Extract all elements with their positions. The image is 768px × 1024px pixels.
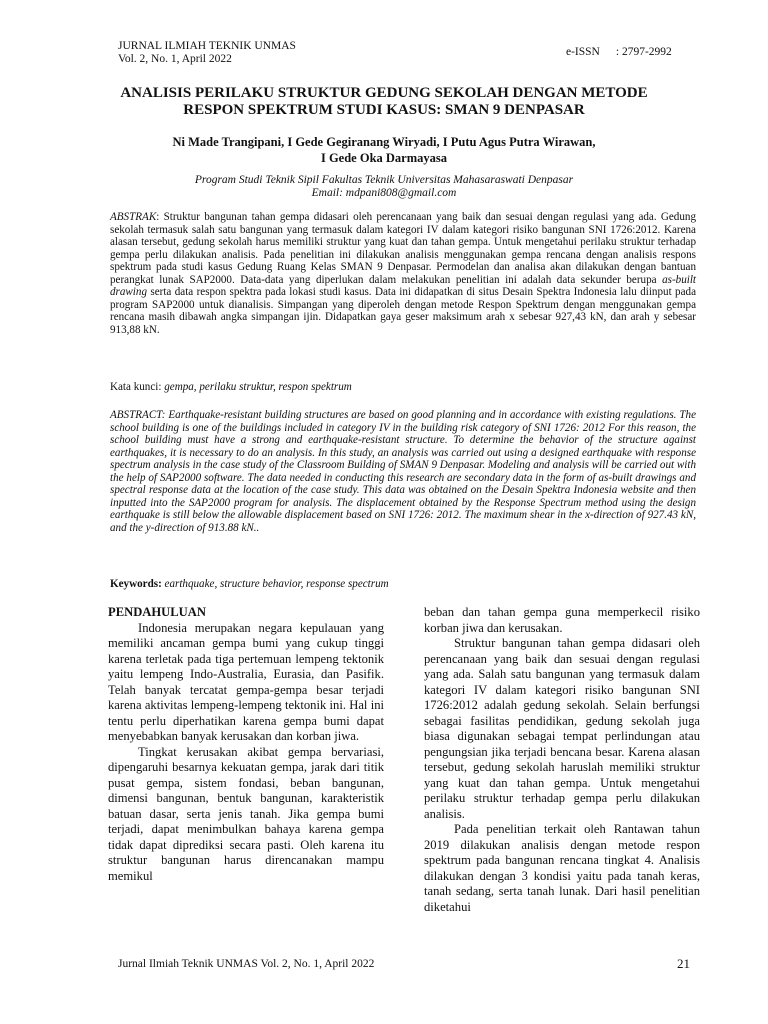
institution: Program Studi Teknik Sipil Fakultas Teknik Universitas Mahasaraswati Denpasar bbox=[194, 174, 574, 186]
authors-line-2: I Gede Oka Darmayasa bbox=[320, 151, 448, 165]
body-paragraph: Struktur bangunan tahan gempa didasari oleh perencanaan yang baik dan sesuai dengan regulasi yang ada. Salah satu bangunan yang termasuk dalam kategori IV dalam kategori risiko bangunan SNI 1726:2012 adalah gedung sekolah. Selain berfungsi sebagai fasilitas pendidikan, gedung sekolah juga biasa digunakan sebagai tempat perlindungan atau pengungsian jika terjadi bencana besar. Karena alasan tersebut, gedung sekolah haruslah memiliki struktur yang kuat dan tahan gempa. Untuk mengetahui perilaku struktur terhadap gempa perlu dilakukan analisis. bbox=[424, 636, 700, 821]
title-line-2: RESPON SPEKTRUM STUDI KASUS: SMAN 9 DENPASAR bbox=[183, 102, 585, 118]
body-column-left bbox=[108, 605, 384, 884]
affiliation bbox=[100, 174, 668, 200]
abstrak-paragraph bbox=[110, 211, 696, 336]
body-paragraph: Indonesia merupakan negara kepulauan yang memiliki ancaman gempa bumi yang cukup tinggi karena terletak pada tiga pertemuan lempeng tektonik yaitu lempeng Indo-Australia, Eurasia, dan Pasifik. Telah banyak tercatat gempa-gempa besar terjadi karena aktivitas lempeng-lempeng tektonik ini. Hal ini tentu perlu diperhatikan karena gempa bumi dapat menyebabkan banyak kerusakan dan korban jiwa. bbox=[108, 620, 384, 743]
issn-value: : 2797-2992 bbox=[615, 46, 672, 58]
paper-title bbox=[100, 85, 668, 119]
abstrak-label: ABSTRAK bbox=[110, 211, 157, 223]
running-footer: Jurnal Ilmiah Teknik UNMAS Vol. 2, No. 1, April 2022 bbox=[118, 958, 375, 970]
journal-volume: Vol. 2, No. 1, April 2022 bbox=[118, 53, 232, 65]
keywords-label: Keywords: bbox=[110, 578, 162, 590]
journal-name: JURNAL ILMIAH TEKNIK UNMAS bbox=[118, 40, 296, 52]
abstrak-text-2: serta data respon spektra pada lokasi studi kasus. Data ini didapatkan di situs Desain Spektra Indonesia lalu diinput pada program SAP2000 untuk dianalisis. Simpangan yang diperoleh dengan metode Respon Spektrum dengan menggunakan gempa rencana masih dibawah angka simpangan ijin. Didapatkan gaya geser maksimum arah x sebesar 927,43 kN, dan arah y sebesar 913,88 kN. bbox=[110, 286, 696, 336]
author-email: Email: mdpani808@gmail.com bbox=[311, 187, 457, 199]
abstract-label: ABSTRACT bbox=[110, 409, 162, 421]
abstract-paragraph bbox=[110, 409, 696, 534]
page-number: 21 bbox=[677, 956, 690, 971]
body-paragraph: beban dan tahan gempa guna memperkecil risiko korban jiwa dan kerusakan. bbox=[424, 605, 700, 635]
kata-kunci-text: gempa, perilaku struktur, respon spektrum bbox=[164, 381, 352, 393]
issn bbox=[566, 46, 672, 58]
section-title: PENDAHULUAN bbox=[108, 605, 206, 619]
keywords-text: earthquake, structure behavior, response spectrum bbox=[164, 578, 389, 590]
kata-kunci-label: Kata kunci bbox=[110, 381, 159, 393]
body-paragraph: Pada penelitian terkait oleh Rantawan tahun 2019 dilakukan analisis dengan metode respon spektrum pada bangunan rencana tingkat 4. Analisis dilakukan dengan 3 kondisi yaitu pada tanah keras, tanah sedang, serta tanah lunak. Dari hasil penelitian diketahui bbox=[424, 822, 700, 914]
abstrak-text-1: : Struktur bangunan tahan gempa didasari oleh perencanaan yang baik dan sesuai dengan regulasi yang ada. Gedung sekolah termasuk salah satu bangunan yang termasuk dalam kategori IV dalam kategori risiko bangunan SNI 1726:2012. Karena alasan tersebut, gedung sekolah harus memiliki struktur yang kuat dan tahan gempa. Untuk mengetahui perilaku struktur terhadap gempa perlu dilakukan analisis. Pada penelitian ini dilakukan analisis menggunakan gempa rencana dengan analisis respons spektrum pada studi kasus Gedung Ruang Kelas SMAN 9 Denpasar. Permodelan dan analisa akan dilakukan dengan bantuan perangkat lunak SAP2000. Data-data yang diperlukan dalam melakukan penelitian ini adalah data sekunder berupa bbox=[110, 211, 696, 286]
authors-line-1: Ni Made Trangipani, I Gede Gegiranang Wiryadi, I Putu Agus Putra Wirawan, bbox=[172, 135, 596, 149]
keywords bbox=[110, 578, 696, 591]
kata-kunci: Kata kunci: gempa, perilaku struktur, respon spektrum bbox=[110, 381, 352, 393]
issn-label: e-ISSN bbox=[566, 46, 600, 58]
running-header bbox=[118, 40, 296, 66]
abstrak-text-italic: as-built drawing bbox=[110, 273, 696, 298]
author-list bbox=[100, 134, 668, 166]
title-line-1: ANALISIS PERILAKU STRUKTUR GEDUNG SEKOLAH DENGAN METODE bbox=[120, 85, 648, 101]
body-column-right bbox=[424, 605, 700, 915]
body-paragraph: Tingkat kerusakan akibat gempa bervariasi, dipengaruhi besarnya kekuatan gempa, jarak dari titik pusat gempa, sistem fondasi, beban bangunan, dimensi bangunan, bentuk bangunan, karakteristik batuan dasar, serta jenis tanah. Jika gempa bumi terjadi, dapat menimbulkan bahaya karena gempa tidak dapat diprediksi secara pasti. Oleh karena itu struktur bangunan harus direncanakan mampu memikul bbox=[108, 744, 384, 883]
abstract-text: : Earthquake-resistant building structures are based on good planning and in accordance with existing regulations. The school building is one of the buildings included in category IV in the building risk category of SNI 1726: 2012 For this reason, the school building must have a strong and earthquake-resistant structure. To determine the behavior of the structure against earthquakes, it is necessary to do an analysis. In this study, an analysis was carried out using a designed earthquake with response spectrum analysis in the case study of the Classroom Building of SMAN 9 Denpasar. Modeling and analysis will be carried out with the help of SAP2000 software. The data needed in conducting this research are secondary data in the form of as-built drawings and spectral response data at the location of the case study. This data was obtained on the Desain Spektra Indonesia website and then inputted into the SAP2000 program for analysis. The displacement obtained by the Response Spectrum method using the design earthquake is still below the allowable displacement based on SNI 1726: 2012. The maximum shear in the x-direction of 927.43 kN, and the y-direction of 913.88 kN.. bbox=[110, 409, 696, 534]
